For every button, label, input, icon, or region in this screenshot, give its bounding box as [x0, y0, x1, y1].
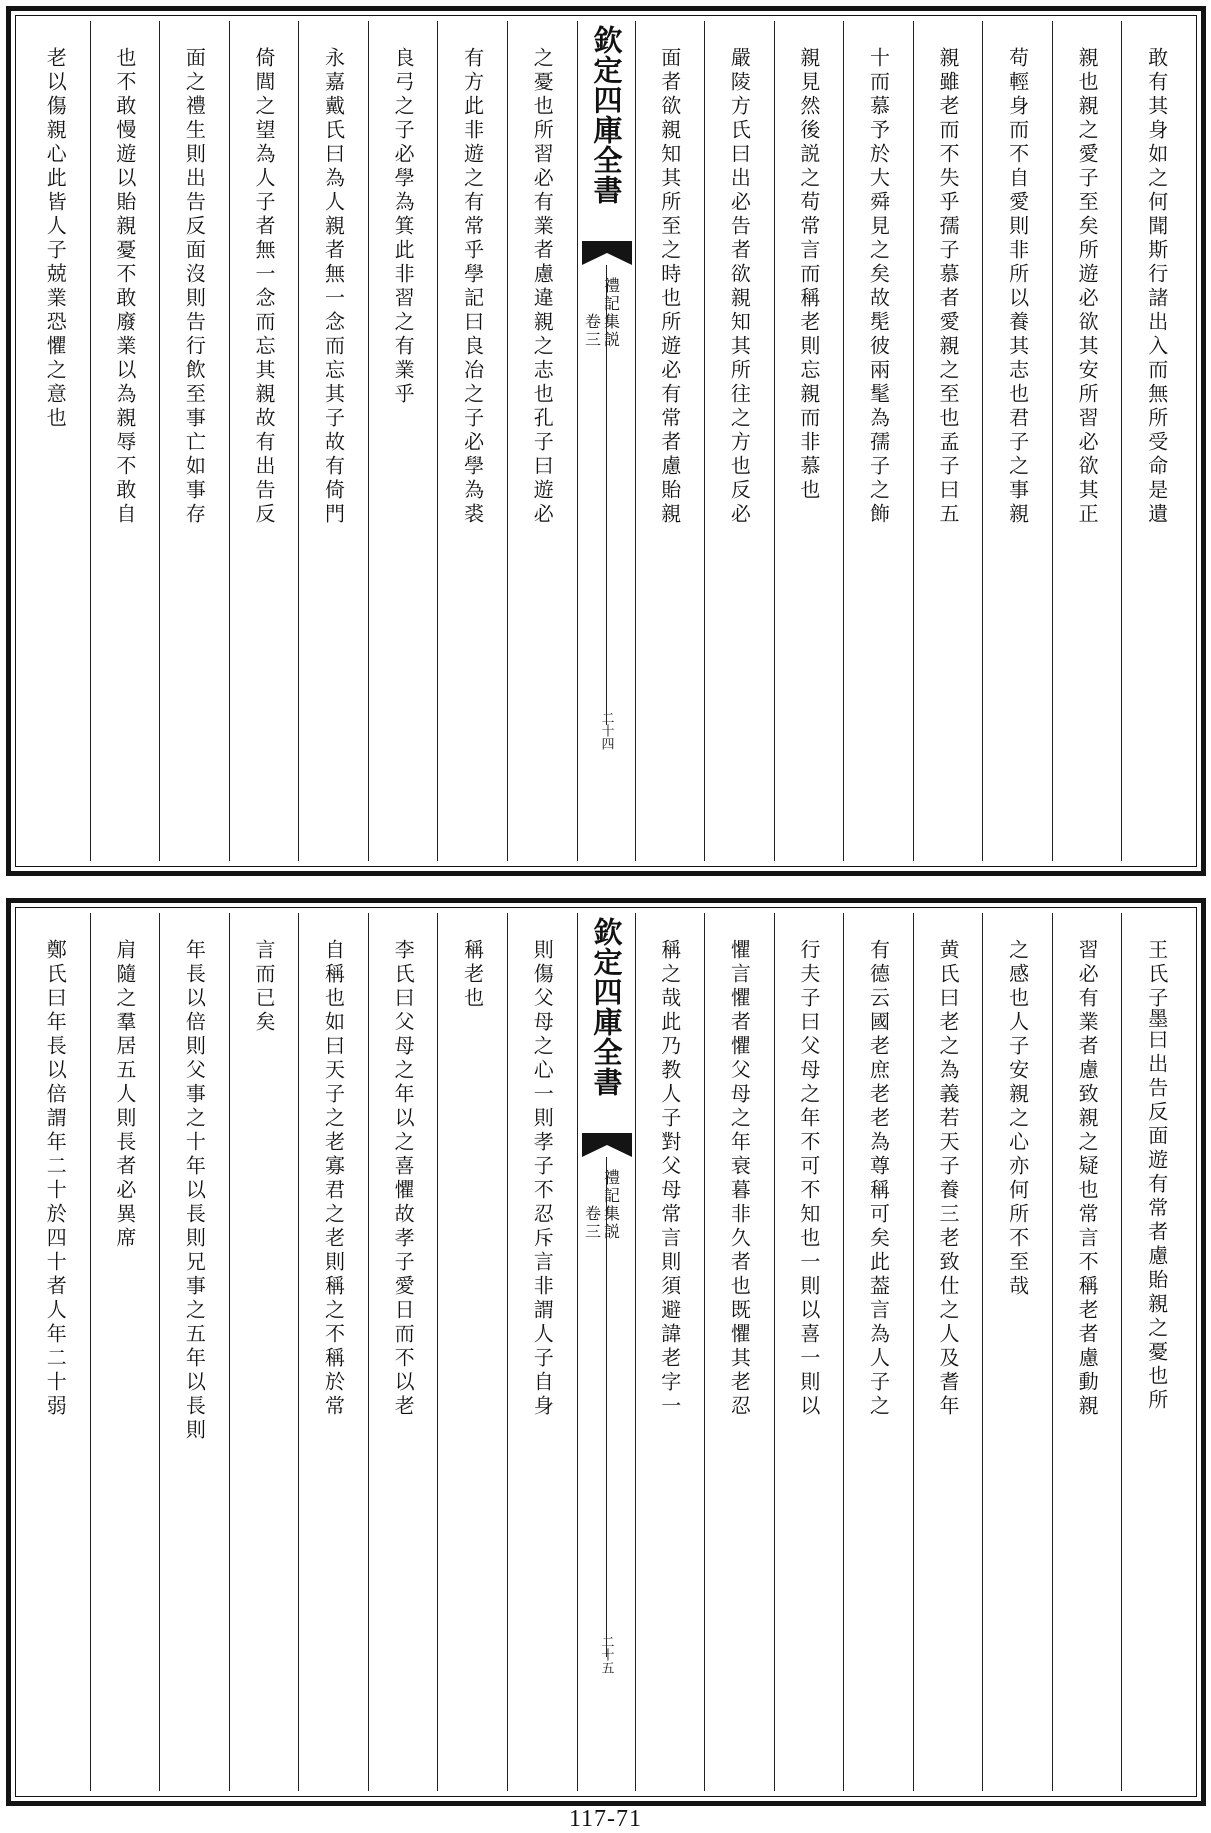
column-text: 面之禮生則出告反面沒則告行飲至事亡如事存: [182, 47, 207, 527]
column-text: 親見然後説之苟常言而稱老則忘親而非慕也: [796, 47, 821, 503]
column-text: [1144, 913, 1169, 1791]
column-text-head: 王氏: [1144, 939, 1169, 987]
column-text: 也不敢慢遊以貽親憂不敢廢業以為親辱不敢自: [112, 47, 137, 527]
center-page-number: [578, 711, 635, 750]
column-3: [982, 21, 1052, 861]
column-text: 之感也人子安親之心亦何所不至哉: [1005, 939, 1030, 1299]
column-text: 稱老也: [460, 939, 485, 1011]
column-7: [704, 21, 774, 861]
column-text: 苟輕身而不自愛則非所以養其志也君子之事親: [1005, 47, 1030, 527]
center-volume-text: 卷三: [582, 313, 602, 349]
center-title-text: 欽定四庫全書: [589, 25, 624, 205]
page-bottom: [6, 898, 1206, 1806]
column-text: 肩隨之羣居五人則長者必異席: [112, 939, 137, 1251]
footer-page-code: 117-71: [568, 1806, 643, 1832]
text-columns: [21, 913, 1191, 1791]
column-16: [21, 21, 90, 861]
column-16: [21, 913, 90, 1791]
column-8: [635, 913, 705, 1791]
text-columns: [21, 21, 1191, 861]
column-13: [229, 21, 299, 861]
column-2: [1052, 21, 1122, 861]
center-book-text: 禮記集説: [601, 1169, 621, 1241]
column-6: [774, 21, 844, 861]
column-text: 言而已矣: [251, 939, 276, 1035]
column-text: 敢有其身如之何聞斯行諸出入而無所受命是遺: [1144, 47, 1169, 527]
column-15: [90, 913, 160, 1791]
column-2: [1052, 913, 1122, 1791]
column-1: [1121, 21, 1191, 861]
column-5: [843, 913, 913, 1791]
column-11: [368, 913, 438, 1791]
column-10: [437, 21, 507, 861]
column-14: [159, 913, 229, 1791]
center-fold: [577, 913, 635, 1791]
center-volume: [584, 313, 616, 349]
center-page-number: [578, 1635, 635, 1674]
column-9: [507, 913, 577, 1791]
column-5: [843, 21, 913, 861]
column-text: 倚閭之望為人子者無一念而忘其親故有出告反: [251, 47, 276, 527]
column-text: 面者欲親知其所至之時也所遊必有常者慮貽親: [657, 47, 682, 527]
center-fold: [577, 21, 635, 861]
column-text: 之憂也所習必有業者慮違親之志也孔子曰遊必: [530, 47, 555, 527]
column-13: [229, 913, 299, 1791]
column-8: [635, 21, 705, 861]
column-text: 永嘉戴氏曰為人親者無一念而忘其子故有倚門: [321, 47, 346, 527]
center-title-text: 欽定四庫全書: [589, 917, 624, 1097]
column-text: 自稱也如曰天子之老寡君之老則稱之不稱於常: [321, 939, 346, 1419]
inline-note: 子墨: [1144, 987, 1169, 1029]
column-text: 親雖老而不失乎孺子慕者愛親之至也孟子曰五: [936, 47, 961, 527]
column-12: [298, 913, 368, 1791]
column-text: 年長以倍則父事之十年以長則兄事之五年以長則: [182, 939, 207, 1443]
column-text: 稱之哉此乃教人子對父母常言則須避諱老字一: [657, 939, 682, 1419]
column-10: [437, 913, 507, 1791]
column-text: 鄭氏曰年長以倍謂年二十於四十者人年二十弱: [43, 939, 68, 1419]
center-title: [578, 25, 635, 205]
column-7: [704, 913, 774, 1791]
column-text: 親也親之愛子至矣所遊必欲其安所習必欲其正: [1075, 47, 1100, 527]
column-text: 嚴陵方氏曰出必告者欲親知其所往之方也反必: [727, 47, 752, 527]
page-number-text: 二十四: [598, 711, 614, 750]
column-text: 良弓之子必學為箕此非習之有業乎: [391, 47, 416, 407]
column-text: 李氏曰父母之年以之喜懼故孝子愛日而不以老: [391, 939, 416, 1419]
column-text-tail: 曰出告反面遊有常者慮貽親之憂也所: [1144, 1029, 1169, 1413]
column-4: [913, 21, 983, 861]
column-text: 懼言懼者懼父母之年衰暮非久者也既懼其老忍: [727, 939, 752, 1419]
column-text: 十而慕予於大舜見之矣故髧彼兩髦為孺子之飾: [866, 47, 891, 527]
column-1: [1121, 913, 1191, 1791]
column-text: 有德云國老庶老老為尊稱可矣此葢言為人子之: [866, 939, 891, 1419]
column-6: [774, 913, 844, 1791]
center-volume-text: 卷三: [582, 1205, 602, 1241]
column-9: [507, 21, 577, 861]
column-text: 習必有業者慮致親之疑也常言不稱老者慮動親: [1075, 939, 1100, 1419]
column-text: 老以傷親心此皆人子兢業恐懼之意也: [43, 47, 68, 431]
column-14: [159, 21, 229, 861]
column-3: [982, 913, 1052, 1791]
column-text: 行夫子曰父母之年不可不知也一則以喜一則以: [796, 939, 821, 1419]
center-title: [578, 917, 635, 1097]
column-12: [298, 21, 368, 861]
column-4: [913, 913, 983, 1791]
page-number-text: 二十五: [598, 1635, 614, 1674]
column-15: [90, 21, 160, 861]
column-text: 有方此非遊之有常乎學記曰良冶之子必學為裘: [460, 47, 485, 527]
center-volume: [584, 1205, 616, 1241]
page-top: [6, 6, 1206, 876]
column-text: 則傷父母之心一則孝子不忍斥言非謂人子自身: [530, 939, 555, 1419]
center-book-text: 禮記集説: [601, 277, 621, 349]
column-text: 黄氏曰老之為義若天子養三老致仕之人及耆年: [936, 939, 961, 1419]
column-11: [368, 21, 438, 861]
